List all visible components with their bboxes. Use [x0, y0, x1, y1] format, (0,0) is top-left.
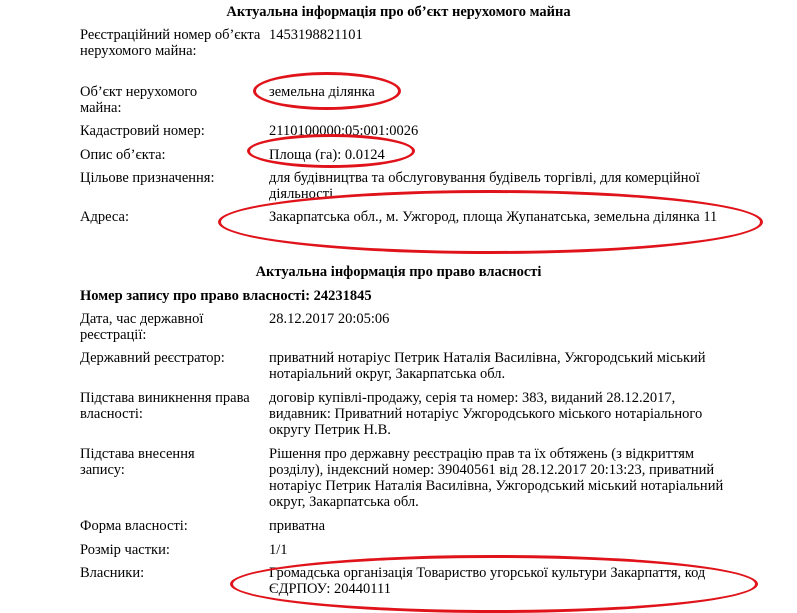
label-record-basis: Підстава внесення запису: — [80, 446, 195, 478]
record-number-heading: Номер запису про право власності: 24231845 — [80, 288, 372, 304]
value-purpose: для будівництва та обслуговування будівель торгівлі, для комерційної діяльності — [269, 170, 700, 202]
section-title-ownership: Актуальна інформація про право власності — [255, 264, 542, 280]
label-property-object: Об’єкт нерухомого майна: — [80, 84, 198, 116]
label-ownership-form: Форма власності: — [80, 518, 188, 534]
label-registration-date: Дата, час державної реєстрації: — [80, 311, 204, 343]
value-cadastral-number: 2110100000:05:001:0026 — [269, 123, 419, 139]
value-share-size: 1/1 — [269, 542, 288, 558]
label-object-description: Опис об’єкта: — [80, 147, 166, 163]
value-property-object: земельна ділянка — [269, 84, 375, 100]
label-ownership-basis: Підстава виникнення права власності: — [80, 390, 250, 422]
label-owners: Власники: — [80, 565, 145, 581]
value-registration-date: 28.12.2017 20:05:06 — [269, 311, 390, 327]
value-record-basis: Рішення про державну реєстрацію прав та їх обтяжень (з відкриттям розділу), індексний номер: 39040561 від 28.12.2017 20:13:23, приватний нотаріус Петрик Наталія Василівна, Ужгородський міський нотаріальний округ, Закарпатська обл. — [269, 446, 724, 510]
label-address: Адреса: — [80, 209, 129, 225]
value-address: Закарпатська обл., м. Ужгород, площа Жупанатська, земельна ділянка 11 — [269, 209, 718, 225]
value-registration-number: 1453198821101 — [269, 27, 363, 43]
label-cadastral-number: Кадастровий номер: — [80, 123, 205, 139]
label-registrar: Державний реєстратор: — [80, 350, 225, 366]
value-owners: Громадська організація Товариство угорської культури Закарпаття, код ЄДРПОУ: 20440111 — [269, 565, 706, 597]
value-ownership-basis: договір купівлі-продажу, серія та номер: 383, виданий 28.12.2017, видавник: Приватний нотаріус Ужгородського міського нотаріального округу Петрик Н.В. — [269, 390, 703, 438]
value-object-description: Площа (га): 0.0124 — [269, 147, 385, 163]
value-registrar: приватний нотаріус Петрик Наталія Василівна, Ужгородський міський нотаріальний округ, Закарпатська обл. — [269, 350, 706, 382]
label-registration-number: Реєстраційний номер об’єкта нерухомого майна: — [80, 27, 261, 59]
label-share-size: Розмір частки: — [80, 542, 170, 558]
section-title-property: Актуальна інформація про об’єкт нерухомого майна — [226, 4, 571, 20]
label-purpose: Цільове призначення: — [80, 170, 215, 186]
value-ownership-form: приватна — [269, 518, 326, 534]
